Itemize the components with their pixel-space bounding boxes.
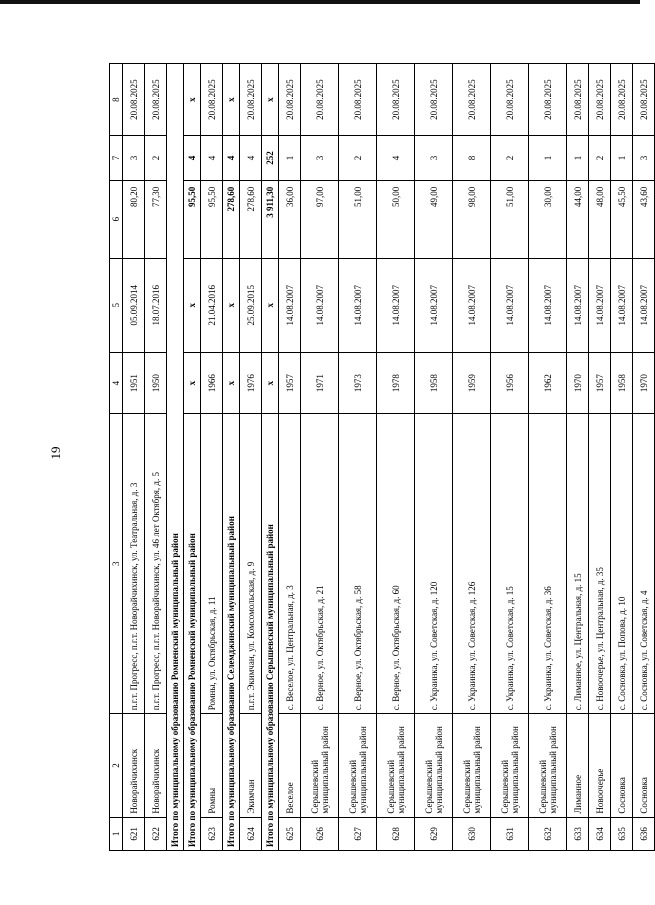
cell-date: 14.08.2007 [377,258,415,352]
cell-area: 3 911,30 [262,180,279,258]
cell-count: 1 [611,136,633,180]
table-row [529,64,567,851]
scan-edge [0,0,640,4]
table-row [145,64,167,851]
cell-year: 1957 [589,353,611,414]
cell-address: с. Сосновка, ул. Попова, д. 10 [611,414,633,714]
header-cell: 2 [110,714,123,817]
cell-address: с. Украинка, ул. Советская, д. 120 [415,414,453,714]
cell-no: 633 [567,817,589,850]
cell-date: 21.04.2016 [201,258,223,352]
cell-count: 2 [339,136,377,180]
cell-year: 1971 [301,353,339,414]
cell-deadline: 20.08.2025 [633,64,655,136]
cell-area: 45,50 [611,180,633,258]
cell-deadline: 20.08.2025 [415,64,453,136]
cell-date: х [223,258,240,352]
cell-count: 1 [567,136,589,180]
cell-no: 622 [145,817,167,850]
cell-count: 8 [453,136,491,180]
cell-no: 635 [611,817,633,850]
cell-count: 1 [529,136,567,180]
cell-date: 14.08.2007 [567,258,589,352]
cell-place: Веселое [279,714,301,817]
cell-year: 1970 [567,353,589,414]
total-label: Итого по муниципальному образованию Селемджинский муниципальный район [223,414,240,851]
cell-deadline: 20.08.2025 [589,64,611,136]
cell-year: 1978 [377,353,415,414]
cell-year: 1973 [339,353,377,414]
cell-year: 1958 [611,353,633,414]
cell-year: 1959 [453,353,491,414]
region-title-row [167,64,184,851]
cell-area: 51,00 [339,180,377,258]
cell-date: 18.07.2016 [145,258,167,352]
cell-no: 626 [301,817,339,850]
cell-area: 97,00 [301,180,339,258]
table-row [453,64,491,851]
table-body [110,64,655,851]
cell-area: 43,60 [633,180,655,258]
cell-place: Серышевский муниципальный район [377,714,415,817]
cell-date: х [184,258,201,352]
cell-date: 14.08.2007 [339,258,377,352]
cell-area: 30,00 [529,180,567,258]
cell-count: 4 [223,136,240,180]
cell-count: 252 [262,136,279,180]
cell-date: 14.08.2007 [491,258,529,352]
header-cell: 7 [110,136,123,180]
header-row [110,64,123,851]
table-row [567,64,589,851]
page-number: 19 [48,446,63,460]
cell-year: 1951 [123,353,145,414]
cell-date: 14.08.2007 [529,258,567,352]
cell-place: Сосновка [611,714,633,817]
region-title: Итого по муниципальному образованию Ромненский муниципальный район [167,64,184,851]
cell-area: 36,00 [279,180,301,258]
cell-address: п.г.т. Прогресс, п.г.т. Новорайчихинск, ул. 46 лет Октября, д. 5 [145,414,167,714]
total-label: Итого по муниципальному образованию Ромненский муниципальный район [184,414,201,851]
cell-year: х [184,353,201,414]
cell-area: 278,60 [240,180,262,258]
cell-address: с. Новоочерье, ул. Центральная, д. 35 [589,414,611,714]
cell-place: Новоочерье [589,714,611,817]
cell-address: с. Украинка, ул. Советская, д. 126 [453,414,491,714]
cell-deadline: 20.08.2025 [567,64,589,136]
table-row [301,64,339,851]
cell-year: 1966 [201,353,223,414]
cell-date: 14.08.2007 [633,258,655,352]
table-row [633,64,655,851]
header-cell: 8 [110,64,123,136]
cell-deadline: 20.08.2025 [491,64,529,136]
cell-deadline: 20.08.2025 [529,64,567,136]
cell-no: 621 [123,817,145,850]
cell-place: Серышевский муниципальный район [339,714,377,817]
cell-deadline: 20.08.2025 [377,64,415,136]
header-cell: 5 [110,258,123,352]
cell-year: 1950 [145,353,167,414]
cell-place: Ромны [201,714,223,817]
cell-count: 3 [633,136,655,180]
cell-place: Новорайчихинск [145,714,167,817]
cell-address: п.г.т. Прогресс, п.г.т. Новорайчихинск, ул. Театральная, д. 3 [123,414,145,714]
total-row [223,64,240,851]
cell-date: 14.08.2007 [279,258,301,352]
total-row [262,64,279,851]
cell-no: 630 [453,817,491,850]
table-row [339,64,377,851]
cell-address: с. Верное, ул. Октябрьская, д. 60 [377,414,415,714]
cell-no: 634 [589,817,611,850]
cell-date: 14.08.2007 [415,258,453,352]
cell-count: 4 [240,136,262,180]
cell-no: 627 [339,817,377,850]
cell-no: 631 [491,817,529,850]
cell-deadline: 20.08.2025 [279,64,301,136]
table-row [377,64,415,851]
cell-no: 625 [279,817,301,850]
cell-count: 4 [184,136,201,180]
cell-year: 1976 [240,353,262,414]
table-row [415,64,453,851]
cell-area: 278,60 [223,180,240,258]
cell-date: х [262,258,279,352]
cell-area: 77,30 [145,180,167,258]
cell-area: 44,00 [567,180,589,258]
cell-area: 50,00 [377,180,415,258]
cell-place: Серышевский муниципальный район [453,714,491,817]
cell-no: 629 [415,817,453,850]
cell-year: 1958 [415,353,453,414]
cell-count: 3 [123,136,145,180]
cell-place: Сосновка [633,714,655,817]
cell-address: с. Верное, ул. Октябрьская, д. 58 [339,414,377,714]
header-cell: 1 [110,817,123,850]
cell-address: с. Украинка, ул. Советская, д. 15 [491,414,529,714]
cell-place: Новорайчихинск [123,714,145,817]
cell-deadline: 20.08.2025 [453,64,491,136]
rotated-page [109,63,649,851]
cell-count: 3 [301,136,339,180]
cell-no: 623 [201,817,223,850]
cell-count: 2 [145,136,167,180]
cell-year: х [223,353,240,414]
table-row [589,64,611,851]
cell-place: Серышевский муниципальный район [301,714,339,817]
cell-address: с. Сосновка, ул. Советская, д. 4 [633,414,655,714]
cell-year: х [262,353,279,414]
cell-count: 4 [377,136,415,180]
cell-deadline: 20.08.2025 [339,64,377,136]
table-row [491,64,529,851]
cell-deadline: 20.08.2025 [201,64,223,136]
cell-deadline: 20.08.2025 [145,64,167,136]
cell-deadline: х [262,64,279,136]
header-cell: 6 [110,180,123,258]
total-row [184,64,201,851]
cell-area: 48,00 [589,180,611,258]
cell-deadline: 20.08.2025 [611,64,633,136]
cell-deadline: х [184,64,201,136]
total-label: Итого по муниципальному образованию Серышевский муниципальный район [262,414,279,851]
housing-table [109,63,655,851]
cell-address: п.г.т. Экимчан, ул. Комсомольская, д. 9 [240,414,262,714]
cell-address: с. Украинка, ул. Советская, д. 36 [529,414,567,714]
cell-area: 51,00 [491,180,529,258]
cell-area: 95,50 [184,180,201,258]
cell-count: 2 [491,136,529,180]
table-row [279,64,301,851]
cell-place: Серышевский муниципальный район [529,714,567,817]
cell-no: 624 [240,817,262,850]
cell-year: 1957 [279,353,301,414]
table-row [611,64,633,851]
cell-no: 628 [377,817,415,850]
header-cell: 4 [110,353,123,414]
cell-count: 4 [201,136,223,180]
cell-address: с. Лиманное, ул. Центральная, д. 15 [567,414,589,714]
cell-year: 1956 [491,353,529,414]
cell-area: 80,20 [123,180,145,258]
cell-area: 95,50 [201,180,223,258]
cell-date: 14.08.2007 [611,258,633,352]
cell-place: Серышевский муниципальный район [491,714,529,817]
cell-count: 1 [279,136,301,180]
cell-deadline: 20.08.2025 [301,64,339,136]
cell-deadline: 20.08.2025 [240,64,262,136]
header-cell: 3 [110,414,123,714]
cell-date: 25.09.2015 [240,258,262,352]
cell-place: Серышевский муниципальный район [415,714,453,817]
cell-year: 1970 [633,353,655,414]
cell-deadline: 20.08.2025 [123,64,145,136]
cell-date: 14.08.2007 [589,258,611,352]
cell-date: 14.08.2007 [301,258,339,352]
cell-date: 05.09.2014 [123,258,145,352]
cell-place: Экимчан [240,714,262,817]
table-row [240,64,262,851]
cell-year: 1962 [529,353,567,414]
cell-address: с. Веселое, ул. Центральная, д. 3 [279,414,301,714]
cell-no: 632 [529,817,567,850]
cell-date: 14.08.2007 [453,258,491,352]
cell-no: 636 [633,817,655,850]
cell-place: Лиманное [567,714,589,817]
table-row [123,64,145,851]
cell-area: 98,00 [453,180,491,258]
cell-address: с. Верное, ул. Октябрьская, д. 21 [301,414,339,714]
cell-count: 3 [415,136,453,180]
cell-address: Ромны, ул. Октябрьская, д. 11 [201,414,223,714]
cell-area: 49,00 [415,180,453,258]
table-row [201,64,223,851]
cell-count: 2 [589,136,611,180]
cell-deadline: х [223,64,240,136]
